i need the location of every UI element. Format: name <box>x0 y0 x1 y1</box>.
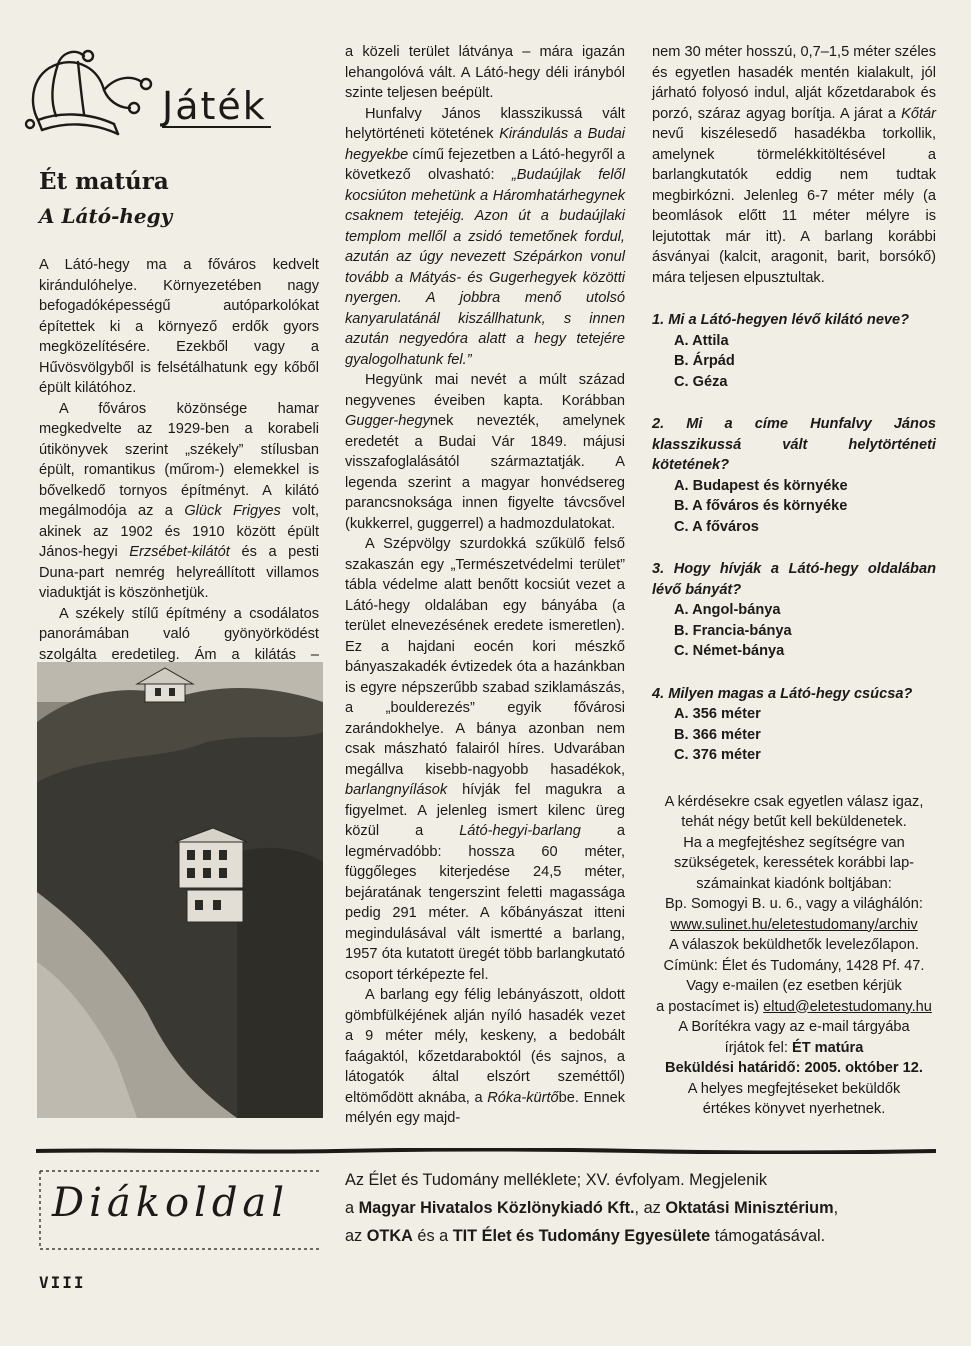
column-3 <box>652 42 936 1120</box>
paragraph: A székely stílű építmény a csodálatos panorámában való gyönyörködést szolgálta eredetileg. Ám a kilátás – <box>39 605 319 663</box>
question-text: 4. Milyen magas a Látó-hegy csúcsa? <box>652 685 913 702</box>
section-title: Játék <box>162 86 271 128</box>
answer-option: A. Budapest és környéke <box>674 477 848 494</box>
quiz <box>652 310 936 766</box>
question-text: 1. Mi a Látó-hegyen lévő kilátó neve? <box>652 312 910 328</box>
brand-logo: Diákoldal <box>52 1180 290 1226</box>
answer-option: C. Géza <box>674 373 728 390</box>
column-1 <box>39 255 319 686</box>
question-text: 3. Hogy hívják a Látó-hegy oldalában lévő bányát? <box>652 561 936 598</box>
paragraph: nem 30 méter hosszú, 0,7–1,5 méter széles és egyetlen hasadék mentén kialakult, jól járható folyosó indul, alját kőzetdarabok és porzó, száraz agyag borítja. A járat a Kőtár nevű kiszélesedő hasadékba torkollik, amelynek törmelékkitöltésével a barlangkutatók eddig nem tudtak megbirkózni. Jelenleg 6-7 méter mély (a beomlások előtt 11 méter mélyre is lejutottak már itt). A barlang korábbi ásványai (kalcit, aragonit, barit, borsókő) mára teljesen elpusztultak. <box>652 44 936 286</box>
email-link[interactable]: eltud@eletestudomany.hu <box>763 998 932 1015</box>
paragraph: A Szépvölgy szurdokká szűkülő felső szakaszán egy „Természetvédelmi terület” tábla védelme alatt benőtt kocsiút vezet a Látó-hegy oldalában egy bányába (a terület elnevezésének eredete ismeretlen). Ez a hajdani eocén kori mészkő bányaszakadék évtizedek óta a hazánkban is egyre népszerűbb szabad sziklamászás, a „boulderezés” egyik fővárosi zarándokhelye. A bánya azonban nem csak mászható falairól híres. Udvarában megállva kisebb-nagyobb hasadékok, barlangnyílások hívják fel magukra a figyelmet. A jelenleg ismert kilenc üreg közül a Látó-hegyi-barlang a legmérvadóbb: hossza 60 méter, függőleges kiterjedése 24,5 méter, bejáratának tengerszint feletti magassága pedig 291 méter. A kőbányászat itteni megindulásával vált ismertté a barlang, 1957 óta kutatott üregét több barlangkutató csoport térképezte fel. <box>345 536 626 983</box>
answer-option: B. Árpád <box>674 353 735 369</box>
paragraph: Hegyünk mai nevét a múlt század negyvenes éveiben kapta. Korábban Gugger-hegynek nevezték, amelynek eredetét a Budai Vár 1849. májusi visszafoglalásától származtatják. A legenda szerint a magyar honvédsereg parancsnoksága innen figyelte távcsővel (kukkerrel, guggerrel) a hadmozdulatokat. <box>345 372 625 532</box>
lato-hegy-photo <box>37 662 323 1118</box>
answer-option: B. 366 méter <box>674 726 761 743</box>
paragraph: A főváros közönsége hamar megkedvelte az 1929-ben a korabeli útikönyvek szerint „székely” stílusban épült, romantikus (műrom-) elemekkel is bővelkedő tornyos építményt. A kilátó megálmodója az a Glück Frigyes volt, akinek az 1902 és 1910 között épült János-hegyi Erzsébet-kilátót és a pesti Duna-part nemrég helyreállított villamos viaduktját is köszönhetjük. <box>39 400 320 601</box>
column-2 <box>345 42 625 1129</box>
paragraph: A barlang egy félig lebányászott, oldott gömbfülkéjének alján nyíló hasadék vezet a 9 méter mély, keskeny, a bedobált faágaktól, kőzetdaraboktól (és sajnos, a látogatók által elszórt szeméttől) eltömődött aknába, a Róka-kürtőbe. Ennek mélyén egy majd- <box>345 987 625 1126</box>
answer-option: A. Attila <box>674 332 729 349</box>
paragraph: Hunfalvy János klasszikussá vált helytörténeti kötetének Kirándulás a Budai hegyekbe című fejezetben a Látó-hegyről a következő olvasható: „Budaújlak felől kocsiúton mehetünk a Háromhatárhegynek csaknem tetejéig. Azon út a budaújlaki templom mellől a zsidó temetőnek fordul, azután az úgy nevezett Szépárkon vonul tovább a Mátyás- és Gugerhegyek közötti nyergen. A jobbra menő utolsó kanyarulatánál kiszállhatunk, s innen azután negyedóra alatt a hegy tetejére gyalogolhatunk fel.” <box>345 105 625 368</box>
answer-option: A. Angol-bánya <box>674 602 781 618</box>
contest-instructions: A kérdésekre csak egyetlen válasz igaz, tehát négy betűt kell beküldenetek. Ha a megfejtéshez segítségre van szükségetek, keressétek korábbi lap- számainkat kiadónk boltjában: Bp. Somogyi B. u. 6., vagy a világhálón: www.sulinet.hu/eletestudomany/archiv A válaszok beküldhetők levelezőlapon. Címünk: Élet és Tudomány, 1428 Pf. 47. Vagy e-mailen (ez esetben kérjük a postacímet is) eltud@eletestudomany.hu A Borítékra vagy az e-mail tárgyába írjátok fel: ÉT matúra Beküldési határidő: 2005. október 12. A helyes megfejtéseket beküldők értékes könyvet nyerhetnek. <box>656 793 932 1117</box>
quiz-question-2 <box>652 414 936 537</box>
paragraph: A Látó-hegy ma a főváros kedvelt kirándulóhelye. Környezetében nagy befogadóképességű autóparkolókat építettek ki a környező erdők gyors megközelítésére. Ezekből vagy a Hűvösvölgyből is felsétálhatunk egy kőből épült kilátóhoz. <box>39 257 319 396</box>
paragraph: a közeli terület látványa – mára igazán lehangolóvá vált. A Látó-hegy déli irányból szinte teljesen beépült. <box>345 44 625 101</box>
answer-option: B. A főváros és környéke <box>674 498 848 514</box>
answer-option: C. A főváros <box>674 518 759 535</box>
answer-option: A. 356 méter <box>674 706 761 722</box>
deadline: Beküldési határidő: 2005. október 12. <box>665 1060 923 1076</box>
question-text: 2. Mi a címe Hunfalvy János klasszikussá vált helytörténeti kötetének? <box>652 416 936 473</box>
jester-hat-icon <box>18 42 158 142</box>
answer-option: C. Német-bánya <box>674 643 785 659</box>
footer-divider <box>36 1148 936 1154</box>
footer-credits: Az Élet és Tudomány melléklete; XV. évfolyam. Megjelenik a Magyar Hivatalos Közlönykiadó Kft., az Oktatási Minisztérium, az OTKA és a TIT Élet és Tudomány Egyesülete támogatásával. <box>345 1171 839 1245</box>
article-subtitle: A Látó-hegy <box>39 204 173 228</box>
quiz-question-4 <box>652 684 936 766</box>
quiz-question-3 <box>652 559 936 662</box>
archive-link[interactable]: www.sulinet.hu/eletestudomany/archiv <box>670 916 918 933</box>
answer-option: C. 376 méter <box>674 747 761 763</box>
quiz-question-1 <box>652 310 936 392</box>
article-title: Ét matúra <box>39 168 169 195</box>
page-number: VIII <box>39 1273 86 1292</box>
answer-option: B. Francia-bánya <box>674 622 792 639</box>
